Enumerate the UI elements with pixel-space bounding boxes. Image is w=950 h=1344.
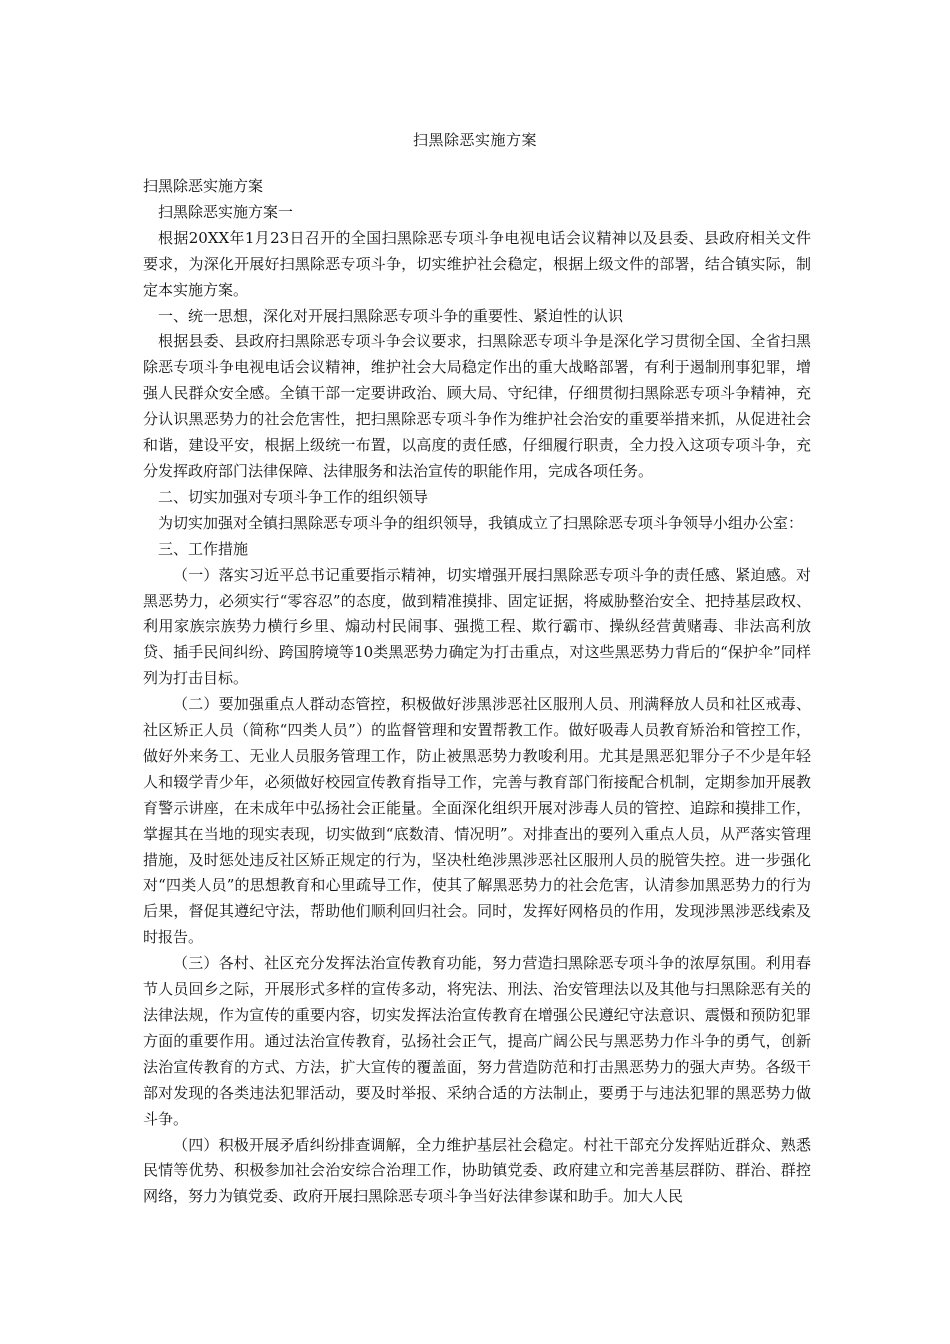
paragraph: 扫黑除恶实施方案 bbox=[143, 177, 264, 195]
paragraph: （三）各村、社区充分发挥法治宣传教育功能，努力营造扫黑除恶专项斗争的浓厚氛围。利用春节人员回乡之际，开展形式多样的宣传多动，将宪法、刑法、治安管理法以及其他与扫黑除恶有关的法律法规，作为宣传的重要内容，切实发挥法治宣传教育在增强公民遵纪守法意识、震慑和预防犯罪方面的重要作用。通过法治宣传教育，弘扬社会正气，提高广阔公民与黑恶势力作斗争的勇气，创新法治宣传教育的方式、方法，扩大宣传的覆盖面，努力营造防范和打击黑恶势力的强大声势。各级干部对发现的各类违法犯罪活动，要及时举报、采纳合适的方法制止，要勇于与违法犯罪的黑恶势力做斗争。 bbox=[143, 954, 811, 1128]
paragraph: （二）要加强重点人群动态管控，积极做好涉黑涉恶社区服刑人员、刑满释放人员和社区戒毒、社区矫正人员（简称“四类人员”）的监督管理和安置帮教工作。做好吸毒人员教育矫治和管控工作，做好外来务工、无业人员服务管理工作，防止被黑恶势力教唆利用。尤其是黑恶犯罪分子不少是年轻人和辍学青少年，必须做好校园宣传教育指导工作，完善与教育部门衔接配合机制，定期参加开展教育警示讲座，在未成年中弘扬社会正能量。全面深化组织开展对涉毒人员的管控、追踪和摸排工作，掌握其在当地的现实表现，切实做到“底数清、情况明”。对排查出的要列入重点人员，从严落实管理措施，及时惩处违反社区矫正规定的行为，坚决杜绝涉黑涉恶社区服刑人员的脱管失控。进一步强化对“四类人员”的思想教育和心里疏导工作，使其了解黑恶势力的社会危害，认清参加黑恶势力的行为后果，督促其遵纪守法，帮助他们顺利回归社会。同时，发挥好网格员的作用，发现涉黑涉恶线索及时报告。 bbox=[143, 695, 811, 947]
paragraph: （一）落实习近平总书记重要指示精神，切实增强开展扫黑除恶专项斗争的责任感、紧迫感。对黑恶势力，必须实行“零容忍”的态度，做到精准摸排、固定证据，将威胁整治安全、把持基层政权、利用家族宗族势力横行乡里、煽动村民闹事、强揽工程、欺行霸市、操纵经营黄赌毒、非法高利放贷、插手民间纠纷、跨国胯境等10类黑恶势力确定为打击重点，对这些黑恶势力背后的“保护伞”同样列为打击目标。 bbox=[143, 565, 811, 688]
paragraph: 扫黑除恶实施方案一 bbox=[158, 202, 294, 221]
document-title: 扫黑除恶实施方案 bbox=[412, 131, 537, 149]
section-heading: 一、统一思想，深化对开展扫黑除恶专项斗争的重要性、紧迫性的认识 bbox=[158, 306, 624, 325]
section-heading: 二、切实加强对专项斗争工作的组织领导 bbox=[158, 487, 429, 506]
paragraph: 根据县委、县政府扫黑除恶专项斗争会议要求，扫黑除恶专项斗争是深化学习贯彻全国、全省扫黑除恶专项斗争电视电话会议精神，维护社会大局稳定作出的重大战略部署，有利于遏制刑事犯罪，增强人民群众安全感。全镇干部一定要讲政治、顾大局、守纪律，仔细贯彻扫黑除恶专项斗争精神，充分认识黑恶势力的社会危害性，把扫黑除恶专项斗争作为维护社会治安的重要举措来抓，从促进社会和谐，建设平安，根据上级统一布置，以高度的责任感，仔细履行职责，全力投入这项专项斗争，充分发挥政府部门法律保障、法律服务和法治宣传的职能作用，完成各项任务。 bbox=[143, 332, 811, 480]
paragraph: 为切实加强对全镇扫黑除恶专项斗争的组织领导，我镇成立了扫黑除恶专项斗争领导小组办公室： bbox=[158, 513, 804, 532]
paragraph: 根据20XX年1月23日召开的全国扫黑除恶专项斗争电视电话会议精神以及县委、县政府相关文件要求，为深化开展好扫黑除恶专项斗争，切实维护社会稳定，根据上级文件的部署，结合镇实际，制定本实施方案。 bbox=[143, 228, 811, 299]
paragraph: （四）积极开展矛盾纠纷排查调解，全力维护基层社会稳定。村社干部充分发挥贴近群众、熟悉民情等优势、积极参加社会治安综合治理工作，协助镇党委、政府建立和完善基层群防、群治、群控网络，努力为镇党委、政府开展扫黑除恶专项斗争当好法律参谋和助手。加大人民 bbox=[143, 1135, 811, 1206]
section-heading: 三、工作措施 bbox=[158, 539, 249, 558]
document-body bbox=[143, 174, 811, 1210]
